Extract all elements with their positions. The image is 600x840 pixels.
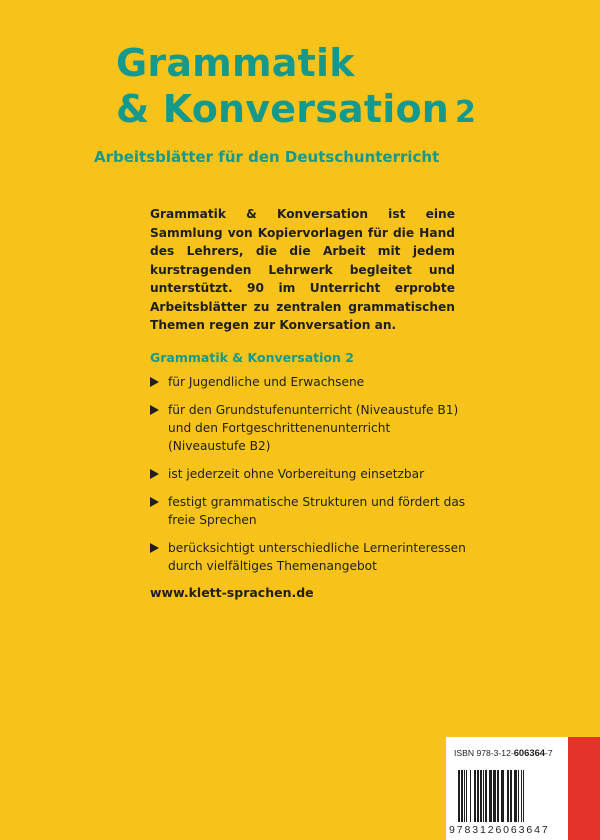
feature-text: für Jugendliche und Erwachsene [168,375,365,389]
feature-text: festigt grammatische Strukturen und fördert das freie Sprechen [168,495,466,527]
isbn-main: 606364 [513,747,546,758]
website-link[interactable]: www.klett-sprachen.de [150,585,314,600]
title-line-2-text: & Konversation [116,87,449,131]
bullet-triangle-icon [150,497,159,507]
feature-item [150,401,470,455]
bullet-triangle-icon [150,405,159,415]
bullet-triangle-icon [150,469,159,479]
bullet-triangle-icon [150,377,159,387]
series-heading: Grammatik & Konversation 2 [150,350,354,365]
intro-paragraph: Grammatik & Konversation ist eine Sammlung von Kopiervorlagen für die Hand des Lehrers, die die Arbeit mit jedem kurstragenden Lehrwerk begleitet und unterstützt. 90 im Unterricht erprobte Arbeitsblätter zu zentralen grammatischen Themen regen zur Konversation an. [150,207,455,332]
title-line-2 [116,86,476,136]
isbn-suffix: -7 [545,748,553,758]
ean-digits: 9783126063647 [449,824,550,836]
bullet-triangle-icon [150,543,159,553]
title-line-1: Grammatik [116,41,355,85]
feature-text: ist jederzeit ohne Vorbereitung einsetzbar [168,467,425,481]
feature-text: berücksichtigt unterschiedliche Lernerinteressen durch vielfältiges Themenangebot [168,541,466,573]
feature-list [150,373,470,585]
isbn-label [454,747,553,758]
feature-item [150,465,470,483]
red-corner-tab [568,737,600,840]
subtitle: Arbeitsblätter für den Deutschunterricht [94,148,440,166]
feature-item [150,373,470,391]
feature-item [150,539,470,575]
volume-number: 2 [455,95,477,130]
book-title [116,40,476,136]
barcode-icon [457,770,561,824]
feature-item [150,493,470,529]
feature-text: für den Grundstufenunterricht (Niveaustufe B1) und den Fortgeschrittenenunterricht (Niveaustufe B2) [168,403,459,453]
isbn-prefix: ISBN 978-3-12- [454,748,514,758]
